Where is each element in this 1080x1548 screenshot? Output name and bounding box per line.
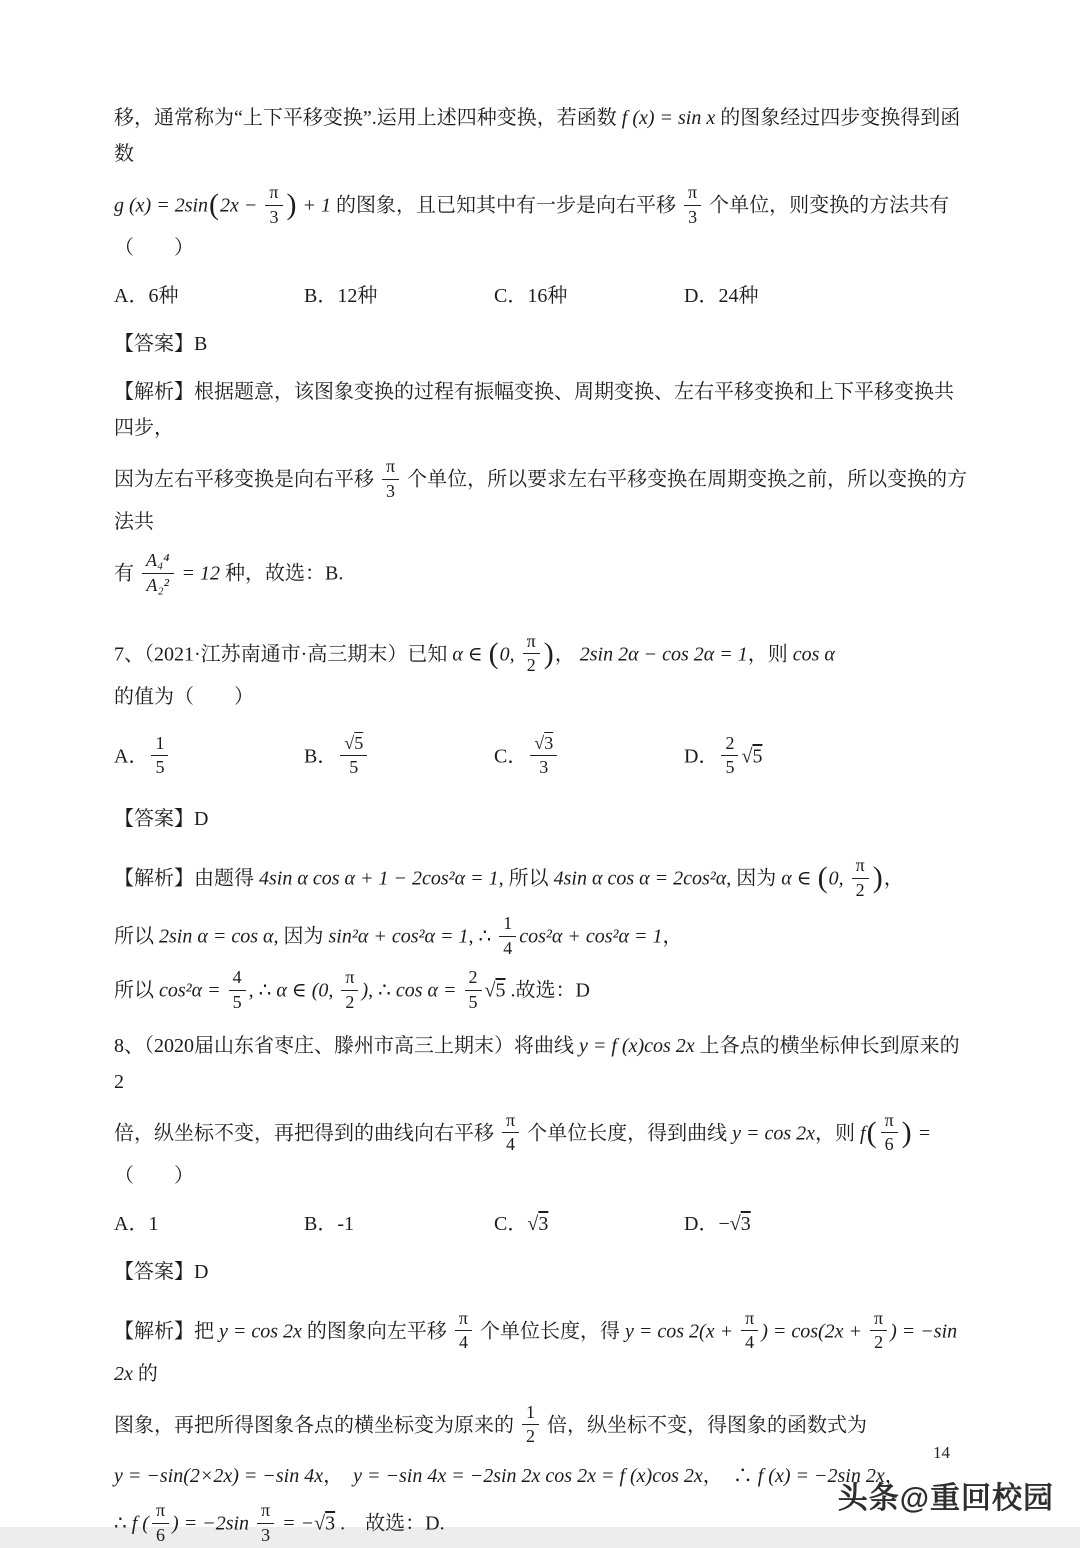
fraction bbox=[151, 733, 168, 779]
denominator: 3 bbox=[530, 756, 557, 779]
numerator: π bbox=[881, 1110, 898, 1134]
radicand: 3 bbox=[544, 733, 553, 753]
denominator: 4 bbox=[502, 1133, 519, 1156]
numerator: π bbox=[382, 456, 399, 480]
radicand: 3 bbox=[325, 1513, 335, 1535]
math-run: cos α bbox=[793, 643, 835, 665]
math-run: y = −sin 4x = −2sin 2x cos 2x = f (x)cos 2x bbox=[353, 1465, 703, 1487]
q7-option-a: A． $\frac{1}{5}$ bbox=[114, 735, 304, 781]
math-run: = − bbox=[277, 1513, 314, 1535]
q6-option-b: B．12种 bbox=[304, 278, 494, 314]
math-run: ) = cos(2x + bbox=[761, 1320, 867, 1342]
q8-options bbox=[114, 1206, 970, 1242]
math-run: A₄⁴ bbox=[146, 550, 170, 570]
numerator: π bbox=[257, 1500, 274, 1524]
q8-analysis-line-2: 图象，再把所得图象各点的横坐标变为原来的 $\frac{1}{2}$ 倍，纵坐标不变，得图象的函数式为 bbox=[114, 1404, 970, 1450]
math-run: + 1 bbox=[298, 195, 332, 217]
watermark: 头条@重回校园 bbox=[838, 1473, 1054, 1517]
q6-options bbox=[114, 278, 970, 314]
denominator: 4 bbox=[499, 937, 516, 960]
big-paren: ) bbox=[901, 1118, 913, 1148]
q8-analysis-line-3: y = −sin(2×2x) = −sin 4x， y = −sin 4x = −2sin 2x cos 2x = f (x)cos 2x， ∴ f (x) = −2sin 2x， bbox=[114, 1458, 970, 1494]
square-root bbox=[741, 745, 762, 767]
numerator: π bbox=[852, 855, 869, 879]
denominator: 3 bbox=[382, 480, 399, 503]
denominator: 6 bbox=[152, 1524, 169, 1547]
numerator: π bbox=[152, 1500, 169, 1524]
q6-stem-line-2: g (x) = 2sin(2x − $\frac{\pi}{3}$ ) + 1 的图象，且已知其中有一步是向右平移 $\frac{\pi}{3}$ 个单位，则变换的方法共有（ ） bbox=[114, 184, 970, 266]
math-run: y = cos 2x bbox=[219, 1320, 302, 1342]
math-run: sin²α + cos²α = 1 bbox=[329, 926, 469, 948]
math-run: cos²α + cos²α = 1 bbox=[519, 926, 662, 948]
denominator: 2 bbox=[870, 1331, 887, 1354]
fraction bbox=[522, 1402, 539, 1448]
question-8 bbox=[114, 1028, 970, 1548]
numerator: π bbox=[341, 967, 358, 991]
denominator: 4 bbox=[455, 1331, 472, 1354]
numerator bbox=[530, 733, 557, 757]
radical-sign: √ bbox=[534, 733, 544, 753]
radical-sign: √ bbox=[314, 1513, 325, 1535]
math-run: y = f (x)cos 2x bbox=[579, 1035, 695, 1057]
denominator: 5 bbox=[151, 756, 168, 779]
fraction bbox=[257, 1500, 274, 1546]
math-run: α ∈ bbox=[781, 868, 816, 890]
square-root bbox=[485, 980, 506, 1002]
math-run: = bbox=[913, 1122, 932, 1144]
q6-analysis-line-1: 【解析】根据题意，该图象变换的过程有振幅变换、周期变换、左右平移变换和上下平移变换共四步， bbox=[114, 374, 970, 446]
math-run: y = cos 2x bbox=[732, 1122, 815, 1144]
square-root bbox=[527, 1213, 548, 1235]
fraction bbox=[382, 456, 399, 502]
q7-answer: 【答案】D bbox=[114, 801, 970, 837]
math-run: f ( bbox=[132, 1513, 149, 1535]
math-run: A₂² bbox=[146, 575, 169, 595]
denominator: 2 bbox=[852, 879, 869, 902]
q6-analysis-line-2: 因为左右平移变换是向右平移 $\frac{\pi}{3}$ 个单位，所以要求左右平移变换在周期变换之前，所以变换的方法共 bbox=[114, 458, 970, 540]
numerator: 1 bbox=[522, 1402, 539, 1426]
q8-analysis-line-1: 【解析】把 y = cos 2x 的图象向左平移 $\frac{\pi}{4}$ 个单位长度，得 y = cos 2(x + $\frac{\pi}{4}$ ) = cos(2x + $\frac{\pi}{2}$ ) = −sin 2x 的 bbox=[114, 1310, 970, 1392]
denominator: 2 bbox=[523, 654, 540, 677]
numerator: 2 bbox=[465, 967, 482, 991]
fraction bbox=[721, 733, 738, 779]
question-6-continued bbox=[114, 100, 970, 599]
q8-analysis-line-4: ∴ f ( $\frac{\pi}{6}$ ) = −2sin $\frac{\pi}{3}$ = −√3 . 故选：D. bbox=[114, 1502, 970, 1548]
numerator: 1 bbox=[499, 913, 516, 937]
q7-option-b: B． $\frac{√5}{5}$ bbox=[304, 735, 494, 781]
math-run: ) bbox=[361, 980, 368, 1002]
q7-analysis-line-3: 所以 cos²α = $\frac{4}{5}$ , ∴ α ∈ (0, $\frac{\pi}{2}$ ), ∴ cos α = $\frac{2}{5}$ √5 .故选：D bbox=[114, 969, 970, 1015]
q8-option-d: D．−√3 bbox=[684, 1206, 751, 1242]
fraction bbox=[152, 1500, 169, 1546]
denominator: 5 bbox=[721, 756, 738, 779]
numerator: 1 bbox=[151, 733, 168, 757]
math-run: y = −sin(2×2x) = −sin 4x bbox=[114, 1465, 323, 1487]
denominator: 3 bbox=[257, 1524, 274, 1547]
math-run: 4sin α cos α = 2cos²α bbox=[554, 868, 727, 890]
q7-stem: 7、（2021·江苏南通市·高三期末）已知 α ∈ (0, $\frac{\pi}{2}$ )， 2sin 2α − cos 2α = 1，则 cos α 的值为（ ） bbox=[114, 633, 970, 715]
math-run: 2sin α = cos α bbox=[159, 926, 274, 948]
numerator bbox=[340, 733, 367, 757]
big-paren: ( bbox=[208, 190, 220, 220]
fraction bbox=[870, 1308, 887, 1354]
radical-sign: √ bbox=[344, 733, 354, 753]
fraction bbox=[142, 550, 174, 596]
q8-stem-line-1: 8、（2020届山东省枣庄、滕州市高三上期末）将曲线 y = f (x)cos 2x 上各点的横坐标伸长到原来的 2 bbox=[114, 1028, 970, 1100]
question-7 bbox=[114, 633, 970, 1016]
denominator: 2 bbox=[341, 991, 358, 1014]
fraction bbox=[341, 967, 358, 1013]
big-paren: ) bbox=[286, 190, 298, 220]
q6-option-c: C．16种 bbox=[494, 278, 684, 314]
numerator: π bbox=[870, 1308, 887, 1332]
numerator bbox=[142, 550, 174, 574]
fraction bbox=[465, 967, 482, 1013]
square-root bbox=[730, 1213, 751, 1235]
denominator: 3 bbox=[684, 206, 701, 229]
radicand: 5 bbox=[354, 733, 363, 753]
q7-option-c: C． $\frac{√3}{3}$ bbox=[494, 735, 684, 781]
math-run: f (x) = −2sin 2x bbox=[758, 1465, 885, 1487]
q7-options bbox=[114, 735, 970, 781]
big-paren: ) bbox=[543, 639, 555, 669]
q8-answer: 【答案】D bbox=[114, 1254, 970, 1290]
q8-option-b: B．-1 bbox=[304, 1206, 494, 1242]
denominator: 2 bbox=[522, 1425, 539, 1448]
fraction bbox=[340, 733, 367, 779]
q8-option-a: A．1 bbox=[114, 1206, 304, 1242]
q6-answer: 【答案】B bbox=[114, 326, 970, 362]
numerator: π bbox=[455, 1308, 472, 1332]
fraction bbox=[684, 182, 701, 228]
square-root bbox=[344, 733, 363, 753]
numerator: 4 bbox=[229, 967, 246, 991]
math-run: 2sin 2α − cos 2α = 1 bbox=[580, 643, 748, 665]
fraction bbox=[523, 631, 540, 677]
math-run: cos α = bbox=[396, 980, 462, 1002]
math-run: 0, bbox=[829, 868, 849, 890]
numerator: π bbox=[502, 1110, 519, 1134]
fraction bbox=[502, 1110, 519, 1156]
math-run: g (x) = 2sin bbox=[114, 195, 208, 217]
fraction bbox=[229, 967, 246, 1013]
fraction bbox=[265, 182, 282, 228]
q6-stem-line-1: 移，通常称为“上下平移变换”.运用上述四种变换，若函数 f (x) = sin x 的图象经过四步变换得到函数 bbox=[114, 100, 970, 172]
denominator: 5 bbox=[229, 991, 246, 1014]
numerator: 2 bbox=[721, 733, 738, 757]
math-run: y = cos 2(x + bbox=[625, 1320, 738, 1342]
radical-sign: √ bbox=[485, 980, 496, 1002]
radical-sign: √ bbox=[730, 1213, 741, 1235]
fraction bbox=[741, 1308, 758, 1354]
denominator: 3 bbox=[265, 206, 282, 229]
denominator: 4 bbox=[741, 1331, 758, 1354]
radicand: 5 bbox=[496, 980, 506, 1002]
numerator: π bbox=[265, 182, 282, 206]
math-run: α ∈ bbox=[452, 643, 487, 665]
big-paren: ( bbox=[817, 863, 829, 893]
q7-analysis-line-2: 所以 2sin α = cos α, 因为 sin²α + cos²α = 1, ∴ $\frac{1}{4}$ cos²α + cos²α = 1， bbox=[114, 915, 970, 961]
math-run: ) = −2sin bbox=[172, 1513, 254, 1535]
q7-analysis-line-1: 【解析】由题得 4sin α cos α + 1 − 2cos²α = 1, 所以 4sin α cos α = 2cos²α, 因为 α ∈ (0, $\frac{\pi}{2}$ )， bbox=[114, 857, 970, 903]
radicand: 3 bbox=[538, 1213, 548, 1235]
math-run: cos²α = bbox=[159, 980, 226, 1002]
numerator: π bbox=[684, 182, 701, 206]
big-paren: ( bbox=[866, 1118, 878, 1148]
big-paren: ( bbox=[488, 639, 500, 669]
denominator: 6 bbox=[881, 1133, 898, 1156]
numerator: π bbox=[741, 1308, 758, 1332]
q6-analysis-line-3: 有 $\frac{\text{A₄⁴}}{\text{A₂²}}$ = 12 种，故选：B. bbox=[114, 552, 970, 598]
radicand: 5 bbox=[752, 745, 762, 767]
math-run: ) = −sin 2x bbox=[114, 1320, 957, 1385]
denominator: 5 bbox=[340, 756, 367, 779]
square-root bbox=[314, 1513, 335, 1535]
numerator: π bbox=[523, 631, 540, 655]
math-run: f (x) = sin x bbox=[622, 107, 715, 129]
fraction bbox=[530, 733, 557, 779]
q6-option-a: A．6种 bbox=[114, 278, 304, 314]
q7-option-d: D． $\frac{2}{5}$ √5 bbox=[684, 735, 762, 781]
denominator: 5 bbox=[465, 991, 482, 1014]
fraction bbox=[455, 1308, 472, 1354]
q6-option-d: D．24种 bbox=[684, 278, 758, 314]
radicand: 3 bbox=[741, 1213, 751, 1235]
math-run: 2x − bbox=[220, 195, 262, 217]
page-number: 14 bbox=[933, 1443, 950, 1463]
radical-sign: √ bbox=[527, 1213, 538, 1235]
q8-stem-line-2: 倍，纵坐标不变，再把得到的曲线向右平移 $\frac{\pi}{4}$ 个单位长度，得到曲线 y = cos 2x，则 f( $\frac{\pi}{6}$ ) =（ ） bbox=[114, 1112, 970, 1194]
square-root bbox=[534, 733, 553, 753]
denominator bbox=[142, 574, 174, 597]
math-run: 4sin α cos α + 1 − 2cos²α = 1 bbox=[259, 868, 499, 890]
fraction bbox=[499, 913, 516, 959]
math-run: f bbox=[860, 1122, 866, 1144]
q8-option-c: C．√3 bbox=[494, 1206, 684, 1242]
math-run: = 12 bbox=[177, 563, 221, 585]
math-run: 0, bbox=[500, 643, 520, 665]
big-paren: ) bbox=[872, 863, 884, 893]
fraction bbox=[852, 855, 869, 901]
radical-sign: √ bbox=[741, 745, 752, 767]
math-run: α ∈ (0, bbox=[276, 980, 338, 1002]
fraction bbox=[881, 1110, 898, 1156]
